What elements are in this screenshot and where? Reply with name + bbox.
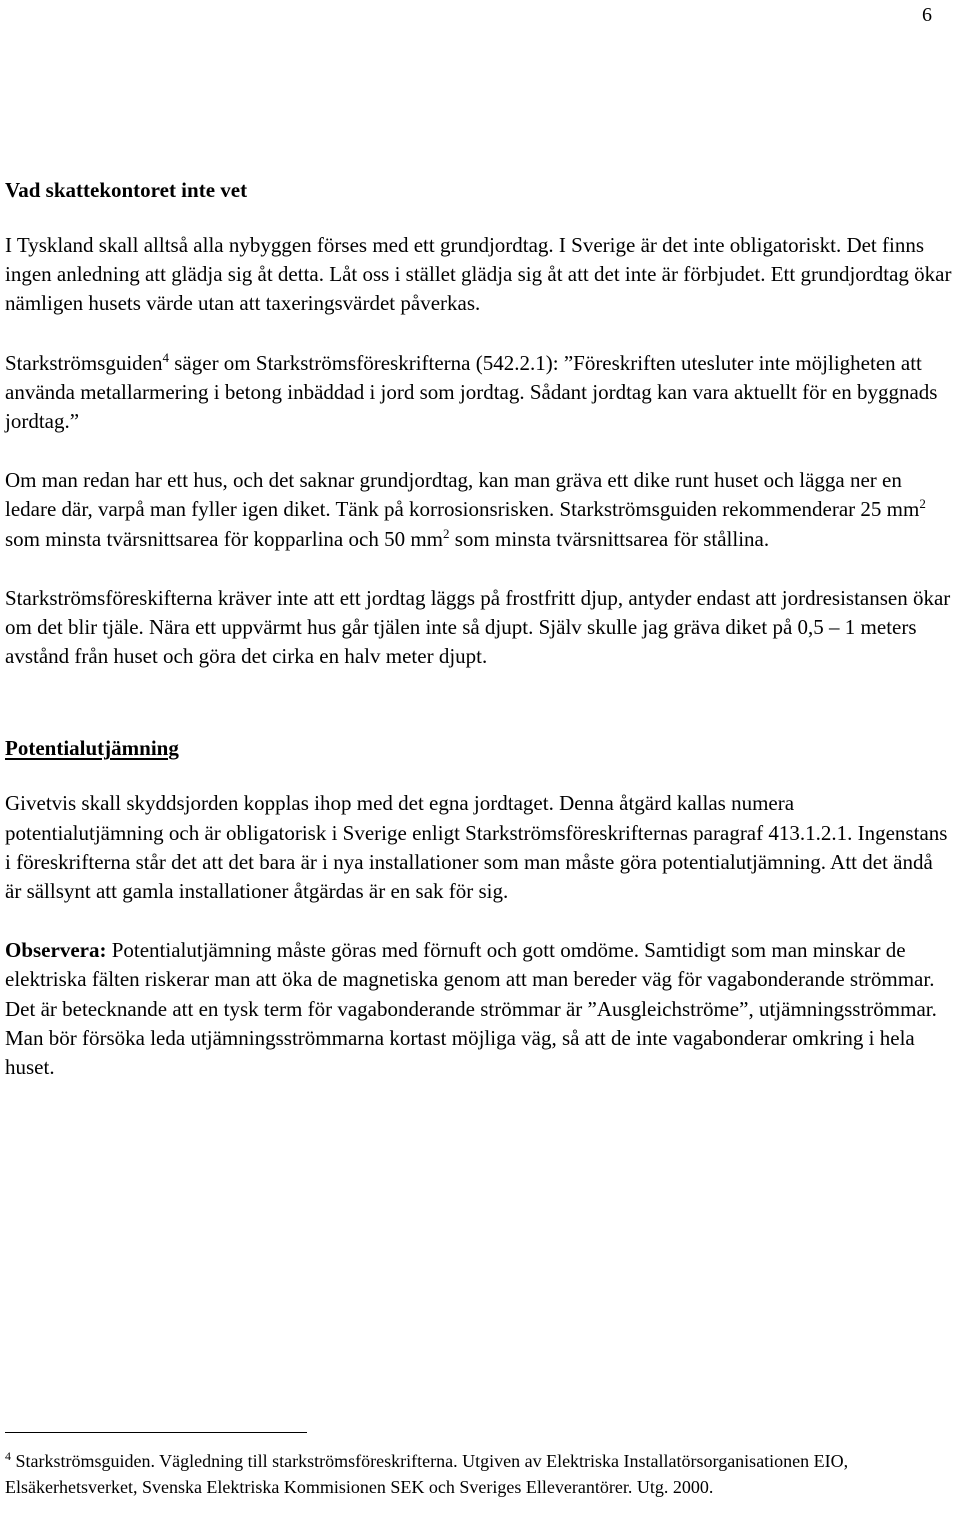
paragraph-text: som minsta tvärsnittsarea för stållina. (449, 526, 770, 551)
paragraph-frostfritt-djup (5, 584, 953, 672)
page-content (5, 176, 953, 1112)
paragraph-observera (5, 936, 953, 1082)
paragraph-text: Givetvis skall skyddsjorden kopplas ihop med det egna jordtaget. Denna åtgärd kallas numera potentialutjämning och är obligatorisk i Sverige enligt Starkströmsföreskrifternas paragraf 413.1.2.1. Ingenstans i föreskrifterna står det att det bara är i nya installationer som man måste göra potentialutjämning. Att det ändå är sällsynt att gamla installationer åtgärdas är en sak för sig. (5, 791, 948, 904)
paragraph-text: säger om Starkströmsföreskrifterna (542.2.1): ”Föreskriften utesluter inte möjligheten att använda metallarmering i betong inbäddad i jord som jordtag. Sådant jordtag kan vara aktuellt för en byggnads jordtag.” (5, 350, 938, 434)
footnote (5, 1448, 945, 1500)
note-label: Observera: (5, 938, 107, 963)
footnote-text: Starkströmsguiden. Vägledning till starkströmsföreskrifterna. Utgiven av Elektriska Installatörsorganisationen EIO, Elsäkerhetsverket, Svenska Elektriska Kommisionen SEK och Sveriges Elleverantörer. Utg. 2000. (5, 1451, 849, 1497)
paragraph-tyskland (5, 231, 953, 319)
page-number: 6 (922, 4, 932, 26)
superscript-squared: 2 (443, 525, 450, 541)
paragraph-skyddsjorden (5, 789, 953, 906)
footnote-divider (5, 1432, 307, 1433)
paragraph-dike (5, 466, 953, 554)
footnote-marker: 4 (5, 1449, 11, 1463)
paragraph-text: Starkströmsföreskifterna kräver inte att ett jordtag läggs på frostfritt djup, antyder endast att jordresistansen ökar om det blir tjäle. Nära ett uppvärmt hus går tjälen inte så djupt. Själv skulle jag gräva diket på 0,5 – 1 meters avstånd från huset och göra det cirka en halv meter djupt. (5, 585, 951, 669)
footnote-reference[interactable]: 4 (162, 349, 169, 365)
paragraph-text: som minsta tvärsnittsarea för kopparlina och 50 mm (5, 526, 443, 551)
paragraph-starkstromsguiden-quote (5, 349, 953, 437)
paragraph-text: I Tyskland skall alltså alla nybyggen förses med ett grundjordtag. I Sverige är det inte obligatoriskt. Det finns ingen anledning att glädja sig åt detta. Låt oss i stället glädja sig åt att det inte är förbjudet. Ett grundjordtag ökar nämligen husets värde utan att taxeringsvärdet påverkas. (5, 233, 952, 316)
paragraph-text: Om man redan har ett hus, och det saknar grundjordtag, kan man gräva ett dike runt huset och lägga ner en ledare där, varpå man fyller igen diket. Tänk på korrosionsrisken. Starkströmsguiden rekommenderar 25 mm (5, 468, 920, 522)
section-heading-skattekontoret: Vad skattekontoret inte vet (5, 178, 248, 202)
paragraph-text: Starkströmsguiden (5, 350, 163, 375)
superscript-squared: 2 (919, 496, 926, 512)
paragraph-text: Potentialutjämning måste göras med förnuft och gott omdöme. Samtidigt som man minskar de elektriska fälten riskerar man att öka de magnetiska genom att man bereder väg för vagabonderande strömmar. Det är betecknande att en tysk term för vagabonderande strömmar är ”Ausgleichströme”, utjämningsströmmar. Man bör försöka leda utjämningsströmmarna kortast möjliga väg, så att de inte vagabonderar omkring i hela huset. (5, 938, 937, 1080)
section-heading-potentialutjamning: Potentialutjämning (5, 736, 179, 761)
